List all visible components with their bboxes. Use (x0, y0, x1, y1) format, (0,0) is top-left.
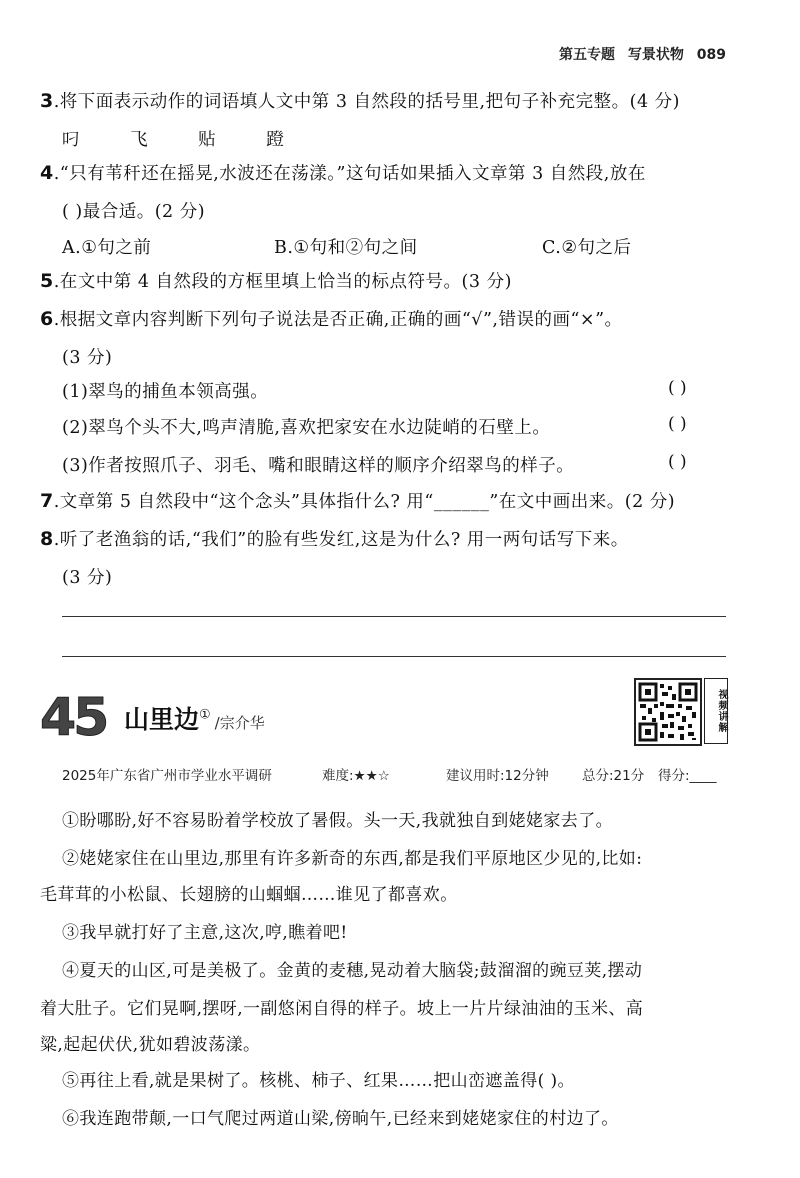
question-text: .文章第 5 自然段中“这个念头”具体指什么? 用“______”在文中画出来。(2 分) (53, 492, 676, 512)
option-a: A.①句之前 (62, 238, 152, 258)
footnote-mark: ① (199, 707, 211, 723)
question-number: 3 (40, 90, 54, 112)
lesson-title-block (124, 700, 265, 736)
answer-paren-3: ( ) (668, 452, 687, 472)
lesson-number: 45 (40, 688, 107, 748)
question-6-score: (3 分) (62, 348, 113, 368)
running-header (551, 44, 726, 64)
passage-paragraph: ⑥我连跑带颠,一口气爬过两道山梁,傍晌午,已经来到姥姥家住的村边了。 (62, 1109, 619, 1129)
question-5 (40, 268, 512, 293)
meta-difficulty: 难度:★★☆ (322, 768, 390, 784)
header-topic: 写景状物 (627, 47, 684, 63)
passage-paragraph: ①盼哪盼,好不容易盼着学校放了暑假。头一天,我就独自到姥姥家去了。 (62, 811, 614, 831)
page-number: 089 (696, 47, 726, 63)
question-number: 5 (40, 270, 54, 292)
question-number: 8 (40, 528, 54, 550)
question-number: 4 (40, 162, 54, 184)
judge-item-3: (3)作者按照爪子、羽毛、嘴和眼睛这样的顺序介绍翠鸟的样子。 (62, 456, 575, 476)
word-bank (62, 126, 328, 151)
question-6 (40, 306, 623, 331)
passage-paragraph: 毛茸茸的小松鼠、长翅膀的山蝈蝈……谁见了都喜欢。 (40, 885, 458, 905)
meta-source: 2025年广东省广州市学业水平调研 (62, 768, 272, 784)
word-item: 蹬 (266, 130, 285, 150)
meta-time: 建议用时:12分钟 (446, 768, 549, 784)
question-text: .根据文章内容判断下列句子说法是否正确,正确的画“√”,错误的画“×”。 (53, 310, 623, 330)
question-text: .“只有苇秆还在摇晃,水波还在荡漾。”这句话如果插入文章第 3 自然段,放在 (53, 164, 646, 184)
qr-code-icon[interactable] (634, 678, 702, 746)
answer-paren-1: ( ) (668, 378, 687, 398)
video-label: 视频讲解 (704, 678, 728, 744)
judge-item-1: (1)翠鸟的捕鱼本领高强。 (62, 382, 269, 402)
question-text: .听了老渔翁的话,“我们”的脸有些发红,这是为什么? 用一两句话写下来。 (53, 530, 629, 550)
question-number: 7 (40, 490, 54, 512)
judge-item-2: (2)翠鸟个头不大,鸣声清脆,喜欢把家安在水边陡峭的石壁上。 (62, 418, 551, 438)
passage-paragraph: ④夏天的山区,可是美极了。金黄的麦穗,晃动着大脑袋;鼓溜溜的豌豆荚,摆动 (62, 961, 643, 981)
option-b: B.①句和②句之间 (274, 238, 418, 258)
lesson-title: 山里边 (124, 705, 200, 734)
word-item: 叼 (62, 130, 80, 150)
meta-score: 得分:____ (658, 768, 717, 784)
answer-line (62, 656, 726, 657)
answer-paren-2: ( ) (668, 414, 687, 434)
word-item: 飞 (130, 130, 149, 150)
question-4-cont: ( )最合适。(2 分) (62, 202, 206, 222)
question-4-options (62, 234, 632, 259)
question-text: .在文中第 4 自然段的方框里填上恰当的标点符号。(3 分) (53, 272, 512, 292)
question-number: 6 (40, 308, 54, 330)
question-text: .将下面表示动作的词语填人文中第 3 自然段的括号里,把句子补充完整。(4 分) (53, 92, 680, 112)
meta-total: 总分:21分 (582, 768, 645, 784)
question-8 (40, 526, 629, 551)
option-c: C.②句之后 (542, 238, 632, 258)
word-item: 贴 (198, 130, 217, 150)
header-section: 第五专题 (559, 47, 616, 63)
question-7 (40, 488, 675, 513)
passage-paragraph: 着大肚子。它们晃啊,摆呀,一副悠闲自得的样子。坡上一片片绿油油的玉米、高 (40, 999, 644, 1019)
passage-paragraph: ②姥姥家住在山里边,那里有许多新奇的东西,都是我们平原地区少见的,比如: (62, 849, 643, 869)
question-4 (40, 160, 646, 185)
question-3 (40, 88, 680, 113)
question-8-score: (3 分) (62, 568, 113, 588)
passage-paragraph: ③我早就打好了主意,这次,哼,瞧着吧! (62, 923, 348, 943)
passage-paragraph: 粱,起起伏伏,犹如碧波荡漾。 (40, 1035, 261, 1055)
answer-line (62, 616, 726, 617)
passage-paragraph: ⑤再往上看,就是果树了。核桃、柿子、红果……把山峦遮盖得( )。 (62, 1071, 575, 1091)
lesson-author: /宗介华 (214, 714, 265, 732)
